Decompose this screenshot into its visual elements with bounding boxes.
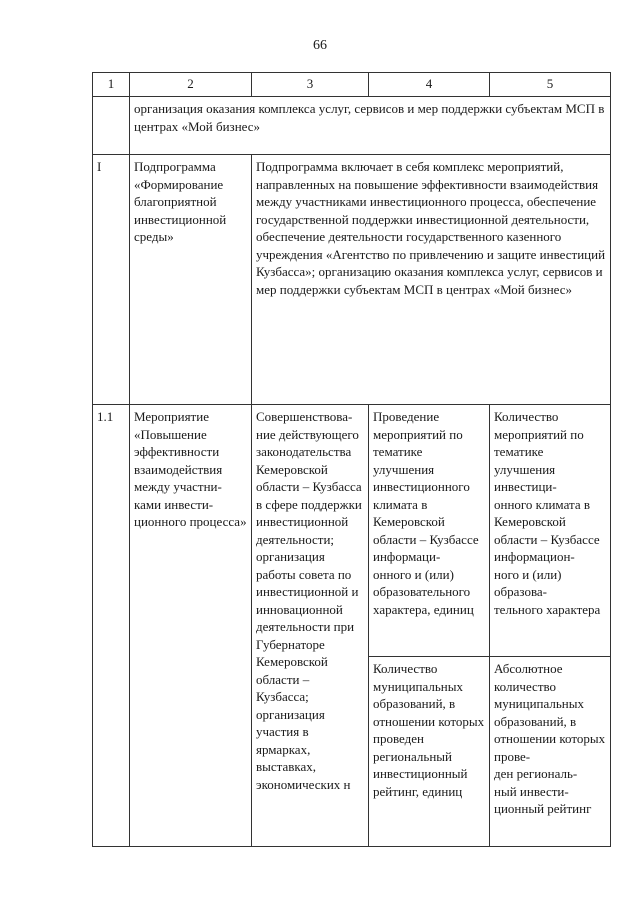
program-table [92, 72, 611, 847]
subprogram-number: I [93, 155, 130, 405]
indicator-method: Абсолютное количество муниципальных образований, в отношении которых прове- ден региональ- ный инвести- ционный рейтинг [490, 657, 611, 847]
subprogram-name: Подпрограмма «Формирование благоприятной инвестиционной среды» [130, 155, 252, 405]
empty-cell [93, 97, 130, 155]
indicator-name: Количество муниципальных образований, в отношении которых проведен региональный инвестиционный рейтинг, единиц [369, 657, 490, 847]
table-header-row [93, 73, 611, 97]
event-name: Мероприятие «Повышение эффективности взаимодействия между участни- ками инвести- ционного процесса» [130, 405, 252, 847]
indicator-method: Количество мероприятий по тематике улучшения инвестици- онного климата в Кемеровской области – Кузбассе информацион- ного и (или) образова- тельного характера [490, 405, 611, 657]
header-cell: 1 [93, 73, 130, 97]
event-number: 1.1 [93, 405, 130, 847]
page-number: 66 [313, 38, 327, 53]
continuation-row [93, 97, 611, 155]
header-cell: 4 [369, 73, 490, 97]
header-cell: 2 [130, 73, 252, 97]
header-cell: 5 [490, 73, 611, 97]
event-content: Совершенствова- ние действующего законодательства Кемеровской области – Кузбасса в сфере поддержки инвестиционной деятельности; организация работы совета по инвестиционной и инновационной деятельности при Губернаторе Кемеровской области – Кузбасса; организация участия в ярмарках, выставках, экономических н [252, 405, 369, 847]
subprogram-description: Подпрограмма включает в себя комплекс мероприятий, направленных на повышение эффективности взаимодействия между участниками инвестиционного процесса, обеспечение государственной поддержки инвестиционной деятельности, обеспечение деятельности государственного казенного учреждения «Агентство по привлечению и защите инвестиций Кузбасса»; организацию оказания комплекса услуг, сервисов и мер поддержки субъектам МСП в центрах «Мой бизнес» [252, 155, 611, 405]
event-row [93, 405, 611, 657]
indicator-name: Проведение мероприятий по тематике улучшения инвестиционного климата в Кемеровской области – Кузбассе информаци- онного и (или) образовательного характера, единиц [369, 405, 490, 657]
continuation-text: организация оказания комплекса услуг, сервисов и мер поддержки субъектам МСП в центрах «Мой бизнес» [130, 97, 611, 155]
subprogram-row [93, 155, 611, 405]
header-cell: 3 [252, 73, 369, 97]
